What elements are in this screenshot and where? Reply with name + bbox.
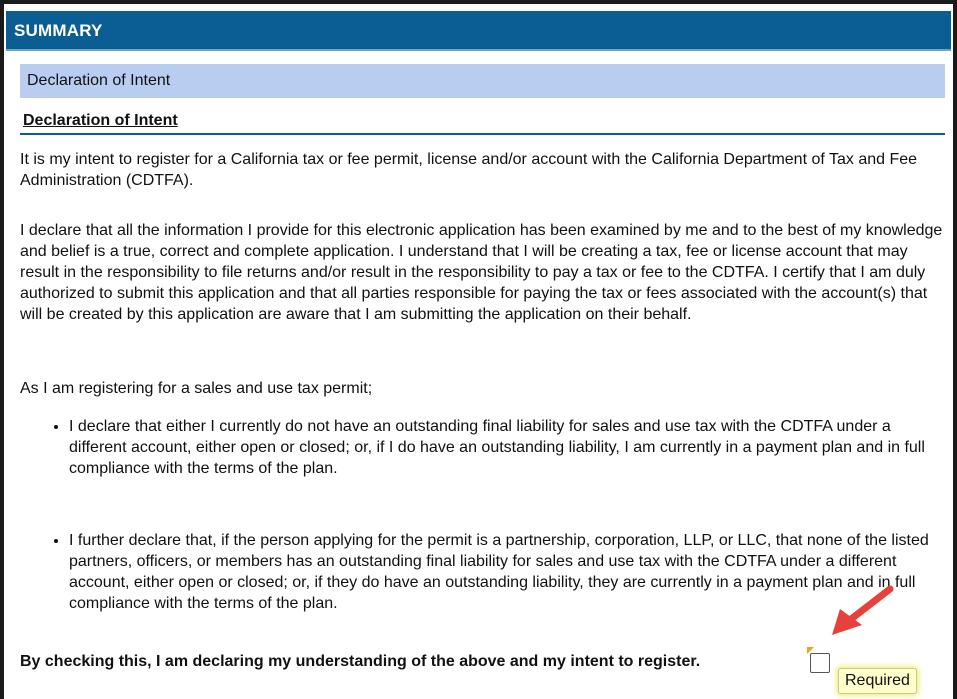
- required-tooltip: Required: [838, 668, 917, 694]
- declaration-checkbox-label: By checking this, I am declaring my understanding of the above and my intent to register.: [20, 653, 701, 670]
- red-arrow-icon: [824, 579, 904, 649]
- heading-divider: [20, 133, 945, 135]
- sales-tax-intro: As I am registering for a sales and use tax permit;: [20, 380, 373, 397]
- section-title: Declaration of Intent: [27, 72, 171, 89]
- intent-paragraph: It is my intent to register for a California tax or fee permit, license and/or account with the California Department of Tax and Fee Administration (CDTFA).: [20, 151, 918, 189]
- declaration-list-2: [20, 530, 945, 614]
- certification-paragraph: I declare that all the information I provide for this electronic application has been examined by me and to the best of my knowledge and belief is a true, correct and complete application. I understand that I will be creating a tax, fee or license account that may result in the responsibility to file returns and/or result in the responsibility to pay a tax or fee to the CDTFA. I certify that I am duly authorized to submit this application and that all parties responsible for paying the tax or fees associated with the account(s) that will be created by this application are aware that I am submitting the application on their behalf.: [20, 222, 943, 323]
- list-item: • I declare that either I currently do not have an outstanding final liability for sales and use tax with the CDTFA under a different account, either open or closed; or, if I do have an outstanding liability, I am currently in a payment plan and in full compliance with the terms of the plan.: [69, 416, 945, 479]
- summary-panel: [4, 4, 953, 699]
- section-title-bar: [20, 64, 945, 98]
- summary-title: SUMMARY: [14, 21, 103, 40]
- declaration-checkbox[interactable]: [810, 653, 830, 673]
- declaration-list-1: [20, 416, 945, 479]
- summary-header: [6, 11, 951, 51]
- list-item: • I further declare that, if the person applying for the permit is a partnership, corporation, LLP, or LLC, that none of the listed partners, officers, or members has an outstanding final liability for sales and use tax with the CDTFA under a different account, either open or closed; or, if they do have an outstanding liability, they are currently in a payment plan and in full compliance with the terms of the plan.: [69, 530, 945, 614]
- declaration-heading: Declaration of Intent: [23, 112, 178, 129]
